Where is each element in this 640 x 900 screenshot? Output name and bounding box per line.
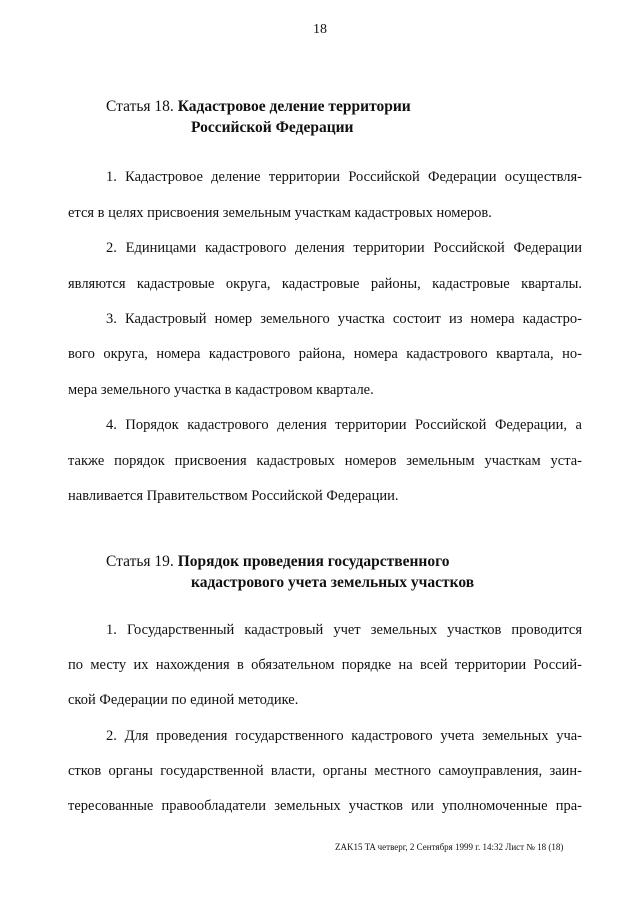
- article-19-title-line2: кадастрового учета земельных участков: [191, 574, 475, 591]
- article-19-label: Статья 19.: [106, 553, 174, 570]
- article-18-title-line1: Кадастровое деление территории: [177, 98, 411, 115]
- article-18-line-2: ется в целях присвоения земельным участкам кадастровых номеров.: [68, 205, 492, 221]
- article-18-line-5: 3. Кадастровый номер земельного участка состоит из номера кадастро-: [106, 311, 582, 327]
- article-19-line-2: по месту их нахождения в обязательном порядке на всей территории Россий-: [68, 657, 582, 673]
- article-18-line-7: мера земельного участка в кадастровом квартале.: [68, 382, 374, 398]
- article-19-heading: [106, 551, 474, 593]
- article-18-title-line2: Российской Федерации: [191, 119, 354, 136]
- article-18-heading: [106, 96, 411, 138]
- article-18-line-3: 2. Единицами кадастрового деления территории Российской Федерации: [106, 240, 582, 256]
- article-19-line-5: стков органы государственной власти, органы местного самоуправления, заин-: [68, 763, 582, 779]
- article-18-line-1: 1. Кадастровое деление территории Российской Федерации осуществля-: [106, 169, 582, 185]
- article-18-line-8: 4. Порядок кадастрового деления территории Российской Федерации, а: [106, 417, 582, 433]
- page-number: 18: [313, 22, 327, 37]
- article-19-line-3: ской Федерации по единой методике.: [68, 692, 299, 708]
- article-19-title-line1: Порядок проведения государственного: [177, 553, 450, 570]
- article-18-line-9: также порядок присвоения кадастровых номеров земельным участкам уста-: [68, 453, 582, 469]
- article-18-line-10: навливается Правительством Российской Федерации.: [68, 488, 399, 504]
- article-19-line-1: 1. Государственный кадастровый учет земельных участков проводится: [106, 622, 582, 638]
- article-19-line-6: тересованные правообладатели земельных участков или уполномоченные пра-: [68, 798, 582, 814]
- article-18-line-4: являются кадастровые округа, кадастровые районы, кадастровые кварталы.: [68, 276, 582, 292]
- page-footer: ZAK15 TA четверг, 2 Сентября 1999 г. 14:32 Лист № 18 (18): [335, 842, 564, 852]
- article-18-label: Статья 18.: [106, 98, 174, 115]
- article-19-line-4: 2. Для проведения государственного кадастрового учета земельных уча-: [106, 728, 582, 744]
- article-18-line-6: вого округа, номера кадастрового района, номера кадастрового квартала, но-: [68, 346, 582, 362]
